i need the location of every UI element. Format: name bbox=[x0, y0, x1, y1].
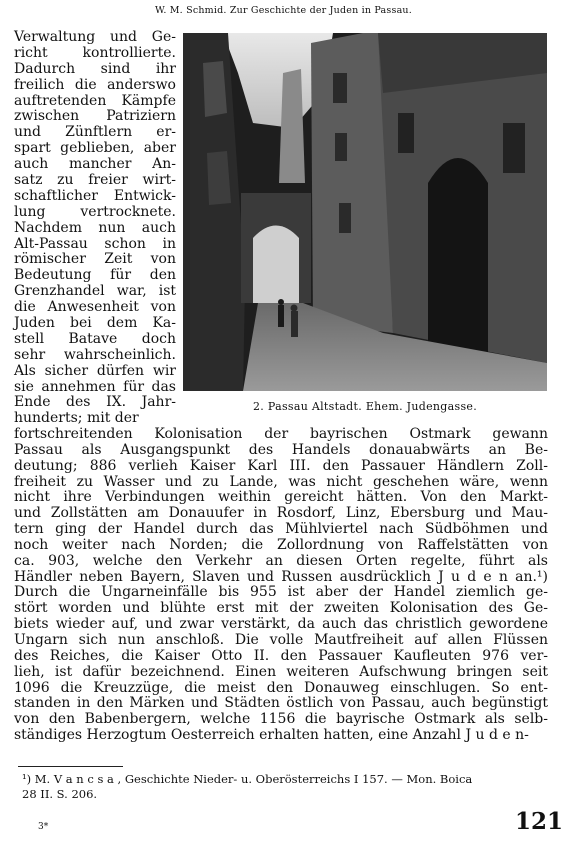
text-line: Händler neben Bayern, Slaven und Russen ausdrücklich J u d e n an.¹) bbox=[14, 568, 548, 585]
text-line: biets wieder auf, und zwar verstärkt, da auch das christlich gewordene bbox=[14, 616, 548, 633]
text-line: zwischen Patriziern bbox=[14, 108, 176, 125]
text-line: stört worden und blühte erst mit der zweiten Kolonisation des Ge- bbox=[14, 600, 548, 617]
text-line: Alt-Passau schon in bbox=[14, 235, 176, 252]
text-line: und Zünftlern er- bbox=[14, 124, 176, 141]
text-line: ca. 903, welche den Verkehr an diesen Orten regelte, führt als bbox=[14, 552, 548, 569]
text-line: römischer Zeit von bbox=[14, 251, 176, 268]
text-line: richt kontrollierte. bbox=[14, 44, 176, 61]
text-line: ständiges Herzogtum Oesterreich erhalten hatten, eine Anzahl J u d e n- bbox=[14, 727, 529, 744]
text-line: satz zu freier wirt- bbox=[14, 172, 176, 189]
text-line: Verwaltung und Ge- bbox=[14, 29, 176, 45]
text-line: freiheit zu Wasser und zu Lande, was nicht geschehen wäre, wenn bbox=[14, 473, 548, 490]
text-line: die Anwesenheit von bbox=[14, 299, 176, 316]
signature-mark: 3* bbox=[38, 822, 49, 832]
full-width-text bbox=[14, 427, 548, 744]
figure-caption: 2. Passau Altstadt. Ehem. Judengasse. bbox=[252, 400, 478, 413]
text-line: und Zollstätten am Donauufer in Rosdorf, Linz, Ebersburg und Mau- bbox=[14, 505, 548, 522]
figure-photo bbox=[183, 33, 547, 391]
text-line: lung vertrocknete. bbox=[14, 203, 176, 220]
text-line: lieh, ist dafür bezeichnend. Einen weiteren Aufschwung bringen seit bbox=[14, 663, 548, 680]
left-column-text bbox=[14, 30, 176, 427]
text-line: Juden bei dem Ka- bbox=[14, 315, 176, 332]
text-line: deutung; 886 verlieh Kaiser Karl III. den Passauer Händlern Zoll- bbox=[14, 457, 548, 474]
text-line: Dadurch sind ihr bbox=[14, 60, 176, 77]
text-line: Ungarn sich nun anschloß. Die volle Mautfreiheit auf allen Flüssen bbox=[14, 631, 548, 648]
text-line: auch mancher An- bbox=[14, 156, 176, 173]
photo-alley-illustration bbox=[183, 33, 547, 391]
text-line: spart geblieben, aber bbox=[14, 140, 176, 157]
running-head: W. M. Schmid. Zur Geschichte der Juden in Passau. bbox=[155, 5, 412, 16]
text-line: 1096 die Kreuzzüge, die meist den Donauweg einschlugen. So ent- bbox=[14, 679, 548, 696]
footnote bbox=[22, 772, 548, 801]
text-line: Bedeutung für den bbox=[14, 267, 176, 284]
text-line: Durch die Ungarneinfälle bis 955 ist aber der Handel ziemlich ge- bbox=[14, 584, 548, 601]
footnote-line-2: 28 II. S. 206. bbox=[22, 786, 98, 801]
text-line: auftretenden Kämpfe bbox=[14, 92, 176, 109]
page-number: 121 bbox=[515, 808, 564, 835]
text-line: Grenzhandel war, ist bbox=[14, 283, 176, 300]
text-line: schaftlicher Entwick- bbox=[14, 187, 176, 204]
text-line: noch weiter nach Norden; die Zollordnung von Raffelstätten von bbox=[14, 536, 548, 553]
text-line: nicht ihre Verbindungen weithin gereicht hätten. Von den Markt- bbox=[14, 489, 548, 506]
text-line: tern ging der Handel durch das Mühlviertel nach Südböhmen und bbox=[14, 521, 548, 538]
text-line: Passau als Ausgangspunkt des Handels donauabwärts an Be- bbox=[14, 441, 548, 458]
text-line: standen in den Märken und Städten östlich von Passau, auch begünstigt bbox=[14, 695, 548, 712]
text-line: stell Batave doch bbox=[14, 330, 176, 347]
text-line: hunderts; mit der bbox=[14, 410, 139, 427]
text-line: des Reiches, die Kaiser Otto II. den Passauer Kaufleuten 976 ver- bbox=[14, 647, 548, 664]
text-line: Nachdem nun auch bbox=[14, 219, 176, 236]
footnote-line-1: ¹) M. V a n c s a , Geschichte Nieder- u. Oberösterreichs I 157. — Mon. Boica bbox=[22, 772, 473, 786]
text-line: fortschreitenden Kolonisation der bayrischen Ostmark gewann bbox=[14, 426, 548, 442]
text-line: freilich die anderswo bbox=[14, 76, 176, 93]
text-line: Ende des IX. Jahr- bbox=[14, 394, 176, 411]
text-line: sie annehmen für das bbox=[14, 378, 176, 395]
text-line: von den Babenbergern, welche 1156 die bayrische Ostmark als selb- bbox=[14, 711, 548, 728]
text-line: Als sicher dürfen wir bbox=[14, 362, 176, 379]
footnote-rule bbox=[18, 766, 123, 767]
text-line: sehr wahrscheinlich. bbox=[14, 346, 176, 363]
